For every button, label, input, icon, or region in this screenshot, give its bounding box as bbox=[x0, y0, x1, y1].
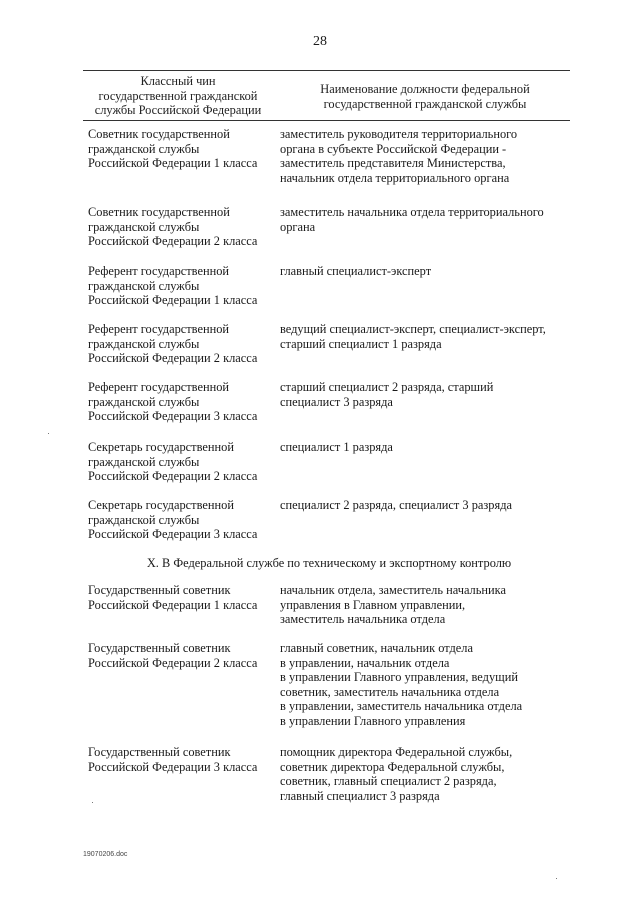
header-rank-column-title: Классный чин государственной гражданской службы Российской Федерации bbox=[94, 74, 262, 118]
positions-cell: помощник директора Федеральной службы, советник директора Федеральной службы, советник, главный специалист 2 разряда, главный специалист 3 разряда bbox=[280, 745, 513, 803]
rank-cell: Государственный советник Российской Федерации 3 класса bbox=[88, 745, 258, 774]
positions-cell: заместитель руководителя территориального органа в субъекте Российской Федерации - заместитель представителя Министерства, начальник отдела территориального органа bbox=[280, 127, 518, 185]
page-number: 28 bbox=[313, 34, 327, 49]
scan-speck bbox=[556, 878, 557, 879]
rank-cell: Секретарь государственной гражданской службы Российской Федерации 2 класса bbox=[88, 440, 258, 484]
positions-cell: начальник отдела, заместитель начальника управления в Главном управлении, заместитель начальника отдела bbox=[280, 583, 506, 627]
positions-cell: старший специалист 2 разряда, старший специалист 3 разряда bbox=[280, 380, 494, 409]
positions-cell: главный советник, начальник отдела в управлении, начальник отдела в управлении Главного управления, ведущий советник, заместитель начальника отдела в управлении, заместитель начальника отдела в управлении Главного управления bbox=[280, 641, 523, 728]
section-heading: X. В Федеральной службе по техническому и экспортному контролю bbox=[146, 556, 512, 570]
rank-cell: Референт государственной гражданской службы Российской Федерации 2 класса bbox=[88, 322, 258, 366]
positions-cell: специалист 1 разряда bbox=[280, 440, 393, 454]
scan-speck bbox=[48, 433, 49, 434]
positions-cell: ведущий специалист-эксперт, специалист-эксперт, старший специалист 1 разряда bbox=[280, 322, 546, 351]
header-position-column-title: Наименование должности федеральной государственной гражданской службы bbox=[320, 82, 530, 111]
positions-cell: специалист 2 разряда, специалист 3 разряда bbox=[280, 498, 513, 512]
footer-filename: 19070206.doc bbox=[83, 851, 128, 858]
positions-cell: главный специалист-эксперт bbox=[280, 264, 432, 278]
header-rule-bottom bbox=[83, 120, 570, 121]
rank-cell: Референт государственной гражданской службы Российской Федерации 3 класса bbox=[88, 380, 258, 424]
positions-cell: заместитель начальника отдела территориального органа bbox=[280, 205, 544, 234]
header-rule-top bbox=[83, 70, 570, 71]
rank-cell: Референт государственной гражданской службы Российской Федерации 1 класса bbox=[88, 264, 258, 308]
rank-cell: Советник государственной гражданской службы Российской Федерации 1 класса bbox=[88, 127, 258, 171]
rank-cell: Секретарь государственной гражданской службы Российской Федерации 3 класса bbox=[88, 498, 258, 542]
rank-cell: Советник государственной гражданской службы Российской Федерации 2 класса bbox=[88, 205, 258, 249]
rank-cell: Государственный советник Российской Федерации 2 класса bbox=[88, 641, 258, 670]
scan-speck bbox=[92, 802, 93, 803]
rank-cell: Государственный советник Российской Федерации 1 класса bbox=[88, 583, 258, 612]
